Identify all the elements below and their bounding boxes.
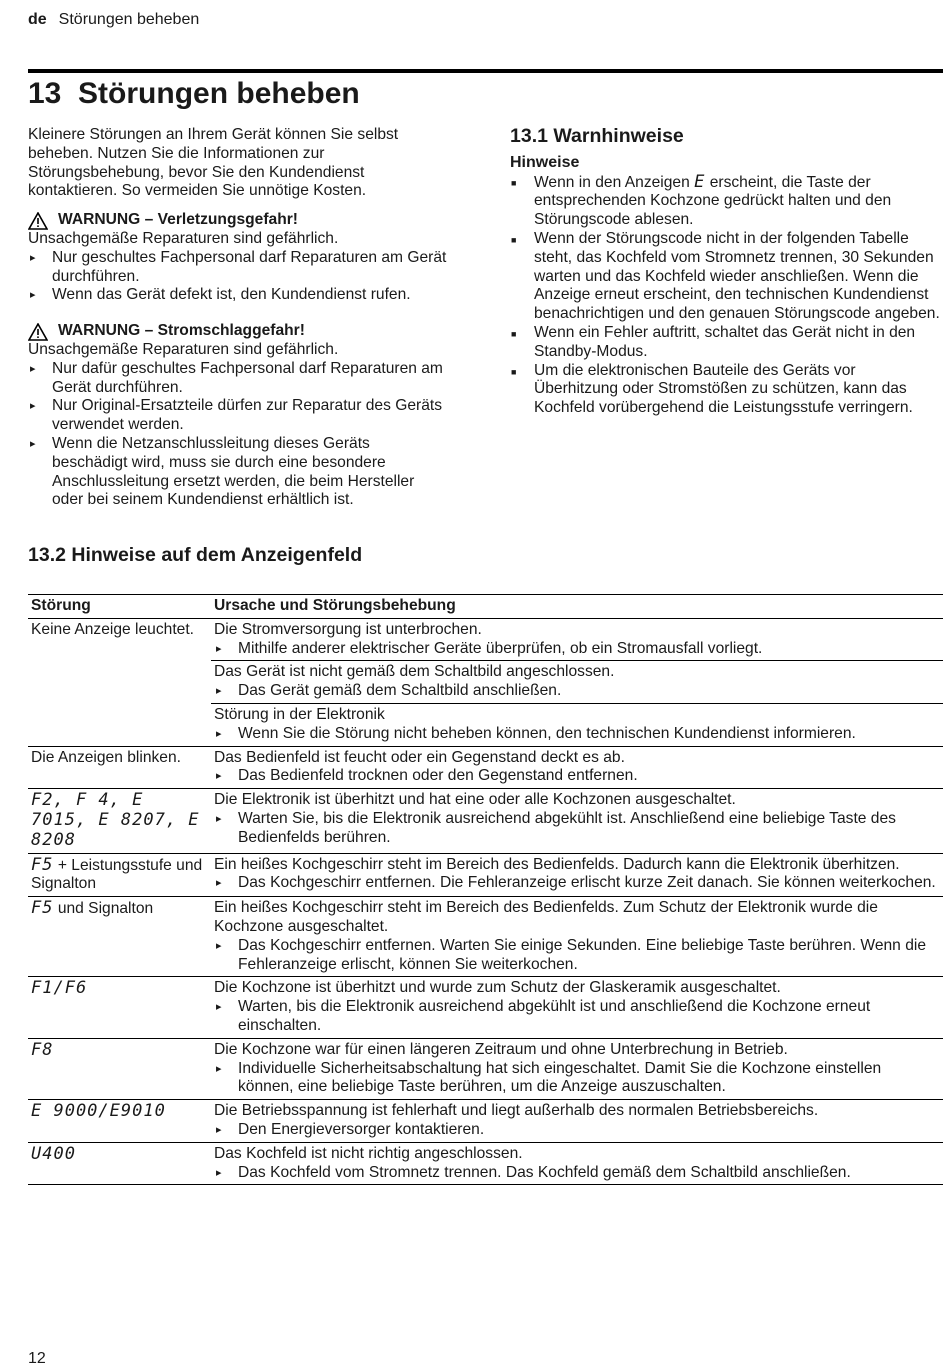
chapter-rule	[28, 69, 943, 73]
display-code: F8	[31, 1039, 54, 1060]
fault-cell	[28, 1100, 211, 1143]
notes-subheading: Hinweise	[510, 153, 580, 171]
display-code-e: E	[694, 171, 706, 192]
warning-shock-list	[28, 360, 448, 510]
fault-cell	[28, 789, 211, 853]
table-row	[28, 1038, 943, 1099]
table-row	[28, 853, 943, 897]
fault-cell	[28, 977, 211, 1038]
list-item: ▸ Nur geschultes Fachpersonal darf Reparaturen am Gerät durchführen.	[28, 249, 448, 287]
list-item: ▸ Das Gerät gemäß dem Schaltbild anschließen.	[214, 682, 940, 701]
list-item: ▸ Warten, bis die Elektronik ausreichend abgekühlt ist und anschließend die Kochzone erneut einschalten.	[214, 998, 940, 1036]
display-code: E 9000/E9010	[31, 1101, 166, 1122]
fault-table	[28, 594, 943, 1185]
warning-triangle-icon	[28, 212, 48, 230]
warning-injury-list	[28, 249, 448, 305]
list-item: ■ Wenn ein Fehler auftritt, schaltet das Gerät nicht in den Standby-Modus.	[510, 324, 943, 362]
list-item: ▸ Das Kochgeschirr entfernen. Die Fehleranzeige erlischt kurze Zeit danach. Sie können weiterkochen.	[214, 874, 940, 893]
fault-cell	[28, 1142, 211, 1185]
table-row	[28, 977, 943, 1038]
left-column	[28, 126, 448, 510]
display-code: F5	[31, 854, 54, 875]
list-item: ■ Wenn der Störungscode nicht in der folgenden Tabelle steht, das Kochfeld vom Stromnetz trennen, 30 Sekunden warten und das Kochfeld wieder anschließen. Wenn die Anzeige erneut erscheint, den technischen Kundendienst benachrichtigen und den genauen Störungscode angeben.	[510, 230, 943, 324]
chapter-title	[28, 77, 360, 111]
page-number: 12	[28, 1350, 46, 1367]
list-item: ▸ Das Kochfeld vom Stromnetz trennen. Das Kochfeld gemäß dem Schaltbild anschließen.	[214, 1164, 940, 1183]
notes-list	[510, 173, 943, 418]
chapter-title-text: Störungen beheben	[78, 77, 360, 110]
warning-triangle-icon	[28, 323, 48, 341]
list-item: ▸ Nur dafür geschultes Fachpersonal darf Reparaturen am Gerät durchführen.	[28, 360, 448, 398]
page-header	[28, 11, 199, 29]
list-item: ▸ Wenn Sie die Störung nicht beheben können, den technischen Kundendienst informieren.	[214, 725, 940, 744]
warning-shock-title: WARNUNG – Stromschlaggefahr!	[58, 322, 305, 340]
fault-cell	[28, 1038, 211, 1099]
section-13-2-title: 13.2 Hinweise auf dem Anzeigenfeld	[28, 544, 363, 566]
list-item: ▸ Mithilfe anderer elektrischer Geräte überprüfen, ob ein Stromausfall vorliegt.	[214, 640, 940, 659]
right-column	[510, 127, 943, 418]
cause-cell: Die Kochzone war für einen längeren Zeitraum und ohne Unterbrechung in Betrieb. ▸ Individuelle Sicherheitsabschaltung hat sich eingeschaltet. Damit Sie die Kochzone einstellen können, eine beliebige Taste berühren, um die Anzeige auszuschalten.	[211, 1038, 943, 1099]
list-item: ▸ Wenn das Gerät defekt ist, den Kundendienst rufen.	[28, 286, 448, 305]
cause-cell: Die Kochzone ist überhitzt und wurde zum Schutz der Glaskeramik ausgeschaltet. ▸ Warten, bis die Elektronik ausreichend abgekühlt ist und anschließend die Kochzone erneut einschalten.	[211, 977, 943, 1038]
header-title: Störungen beheben	[58, 11, 200, 28]
fault-cell: Keine Anzeige leuchtet.	[31, 620, 194, 638]
column-header-cause: Ursache und Störungsbehebung	[211, 595, 943, 619]
cause-cell: Die Elektronik ist überhitzt und hat eine oder alle Kochzonen ausgeschaltet. ▸ Warten Sie, bis die Elektronik ausreichend abgekühlt ist. Anschließend eine beliebige Taste des Bedienfelds berühren.	[211, 789, 943, 853]
list-item: ▸ Wenn die Netzanschlussleitung dieses Geräts beschädigt wird, muss sie durch eine besondere Anschlussleitung ersetzt werden, die beim Hersteller oder bei seinem Kundendienst erhältlich ist.	[28, 435, 448, 510]
warning-injury-heading	[28, 211, 448, 230]
cause-cell: Ein heißes Kochgeschirr steht im Bereich des Bedienfelds. Dadurch kann die Elektronik überhitzen. ▸ Das Kochgeschirr entfernen. Die Fehleranzeige erlischt kurze Zeit danach. Sie können weiterkochen.	[211, 853, 943, 897]
warning-injury-title: WARNUNG – Verletzungsgefahr!	[58, 211, 299, 229]
table-row	[28, 1100, 943, 1143]
chapter-number: 13	[28, 77, 62, 110]
list-item: ▸ Individuelle Sicherheitsabschaltung hat sich eingeschaltet. Damit Sie die Kochzone einstellen können, eine beliebige Taste berühren, um die Anzeige auszuschalten.	[214, 1060, 940, 1098]
table-row	[28, 618, 943, 661]
cause-cell: Das Gerät ist nicht gemäß dem Schaltbild angeschlossen. ▸ Das Gerät gemäß dem Schaltbild anschließen.	[211, 661, 943, 704]
list-item: ▸ Warten Sie, bis die Elektronik ausreichend abgekühlt ist. Anschließend eine beliebige Taste des Bedienfelds berühren.	[214, 810, 940, 848]
display-code: F1/F6	[31, 978, 88, 999]
table-row	[28, 746, 943, 789]
warning-shock-text: Unsachgemäße Reparaturen sind gefährlich.	[28, 340, 339, 358]
cause-cell: Die Betriebsspannung ist fehlerhaft und liegt außerhalb des normalen Betriebsbereichs. ▸ Den Energieversorger kontaktieren.	[211, 1100, 943, 1143]
table-row	[28, 1142, 943, 1185]
warning-shock-heading	[28, 322, 448, 341]
cause-cell: Ein heißes Kochgeschirr steht im Bereich des Bedienfelds. Zum Schutz der Elektronik wurde die Kochzone ausgeschaltet. ▸ Das Kochgeschirr entfernen. Warten Sie einige Sekunden. Eine beliebige Taste berühren. Wenn die Fehleranzeige erlischt, können Sie weiterkochen.	[211, 897, 943, 977]
intro-text: Kleinere Störungen an Ihrem Gerät können Sie selbst beheben. Nutzen Sie die Informationen zur Störungsbehebung, bevor Sie den Kundendienst kontaktieren. So vermeiden Sie unnötige Kosten.	[28, 126, 399, 200]
warning-injury-text: Unsachgemäße Reparaturen sind gefährlich.	[28, 229, 339, 247]
fault-cell: Die Anzeigen blinken.	[28, 746, 211, 789]
list-item: ▸ Den Energieversorger kontaktieren.	[214, 1121, 940, 1140]
table-row	[28, 897, 943, 977]
fault-cell: F5 + Leistungsstufe und Signalton	[28, 853, 211, 897]
language-code: de	[28, 11, 47, 28]
display-code: U400	[31, 1143, 76, 1164]
cause-cell: Das Bedienfeld ist feucht oder ein Gegenstand deckt es ab. ▸ Das Bedienfeld trocknen oder den Gegenstand entfernen.	[211, 746, 943, 789]
list-item: ■ Wenn in den Anzeigen E erscheint, die Taste der entsprechenden Kochzone gedrückt halten und den Störungscode ablesen.	[510, 173, 943, 230]
cause-cell: Die Stromversorgung ist unterbrochen. ▸ Mithilfe anderer elektrischer Geräte überprüfen, ob ein Stromausfall vorliegt.	[211, 618, 943, 661]
list-item: ▸ Das Bedienfeld trocknen oder den Gegenstand entfernen.	[214, 767, 940, 786]
table-header-row	[28, 595, 943, 619]
fault-cell: F5 und Signalton	[28, 897, 211, 977]
list-item: ▸ Das Kochgeschirr entfernen. Warten Sie einige Sekunden. Eine beliebige Taste berühren. Wenn die Fehleranzeige erlischt, können Sie weiterkochen.	[214, 937, 940, 975]
column-header-fault: Störung	[28, 595, 211, 619]
display-code: F2, F 4, E 7015, E 8207, E 8208	[31, 790, 200, 850]
cause-cell: Das Kochfeld ist nicht richtig angeschlossen. ▸ Das Kochfeld vom Stromnetz trennen. Das Kochfeld gemäß dem Schaltbild anschließen.	[211, 1142, 943, 1185]
list-item: ▸ Nur Original-Ersatzteile dürfen zur Reparatur des Geräts verwendet werden.	[28, 397, 448, 435]
cause-cell: Störung in der Elektronik ▸ Wenn Sie die Störung nicht beheben können, den technischen Kundendienst informieren.	[211, 703, 943, 746]
section-13-1-title: 13.1 Warnhinweise	[510, 125, 684, 147]
display-code: F5	[31, 898, 54, 919]
table-row	[28, 789, 943, 853]
list-item: ■ Um die elektronischen Bauteile des Geräts vor Überhitzung oder Stromstößen zu schützen, kann das Kochfeld vorübergehend die Leistungsstufe verringern.	[510, 362, 943, 418]
